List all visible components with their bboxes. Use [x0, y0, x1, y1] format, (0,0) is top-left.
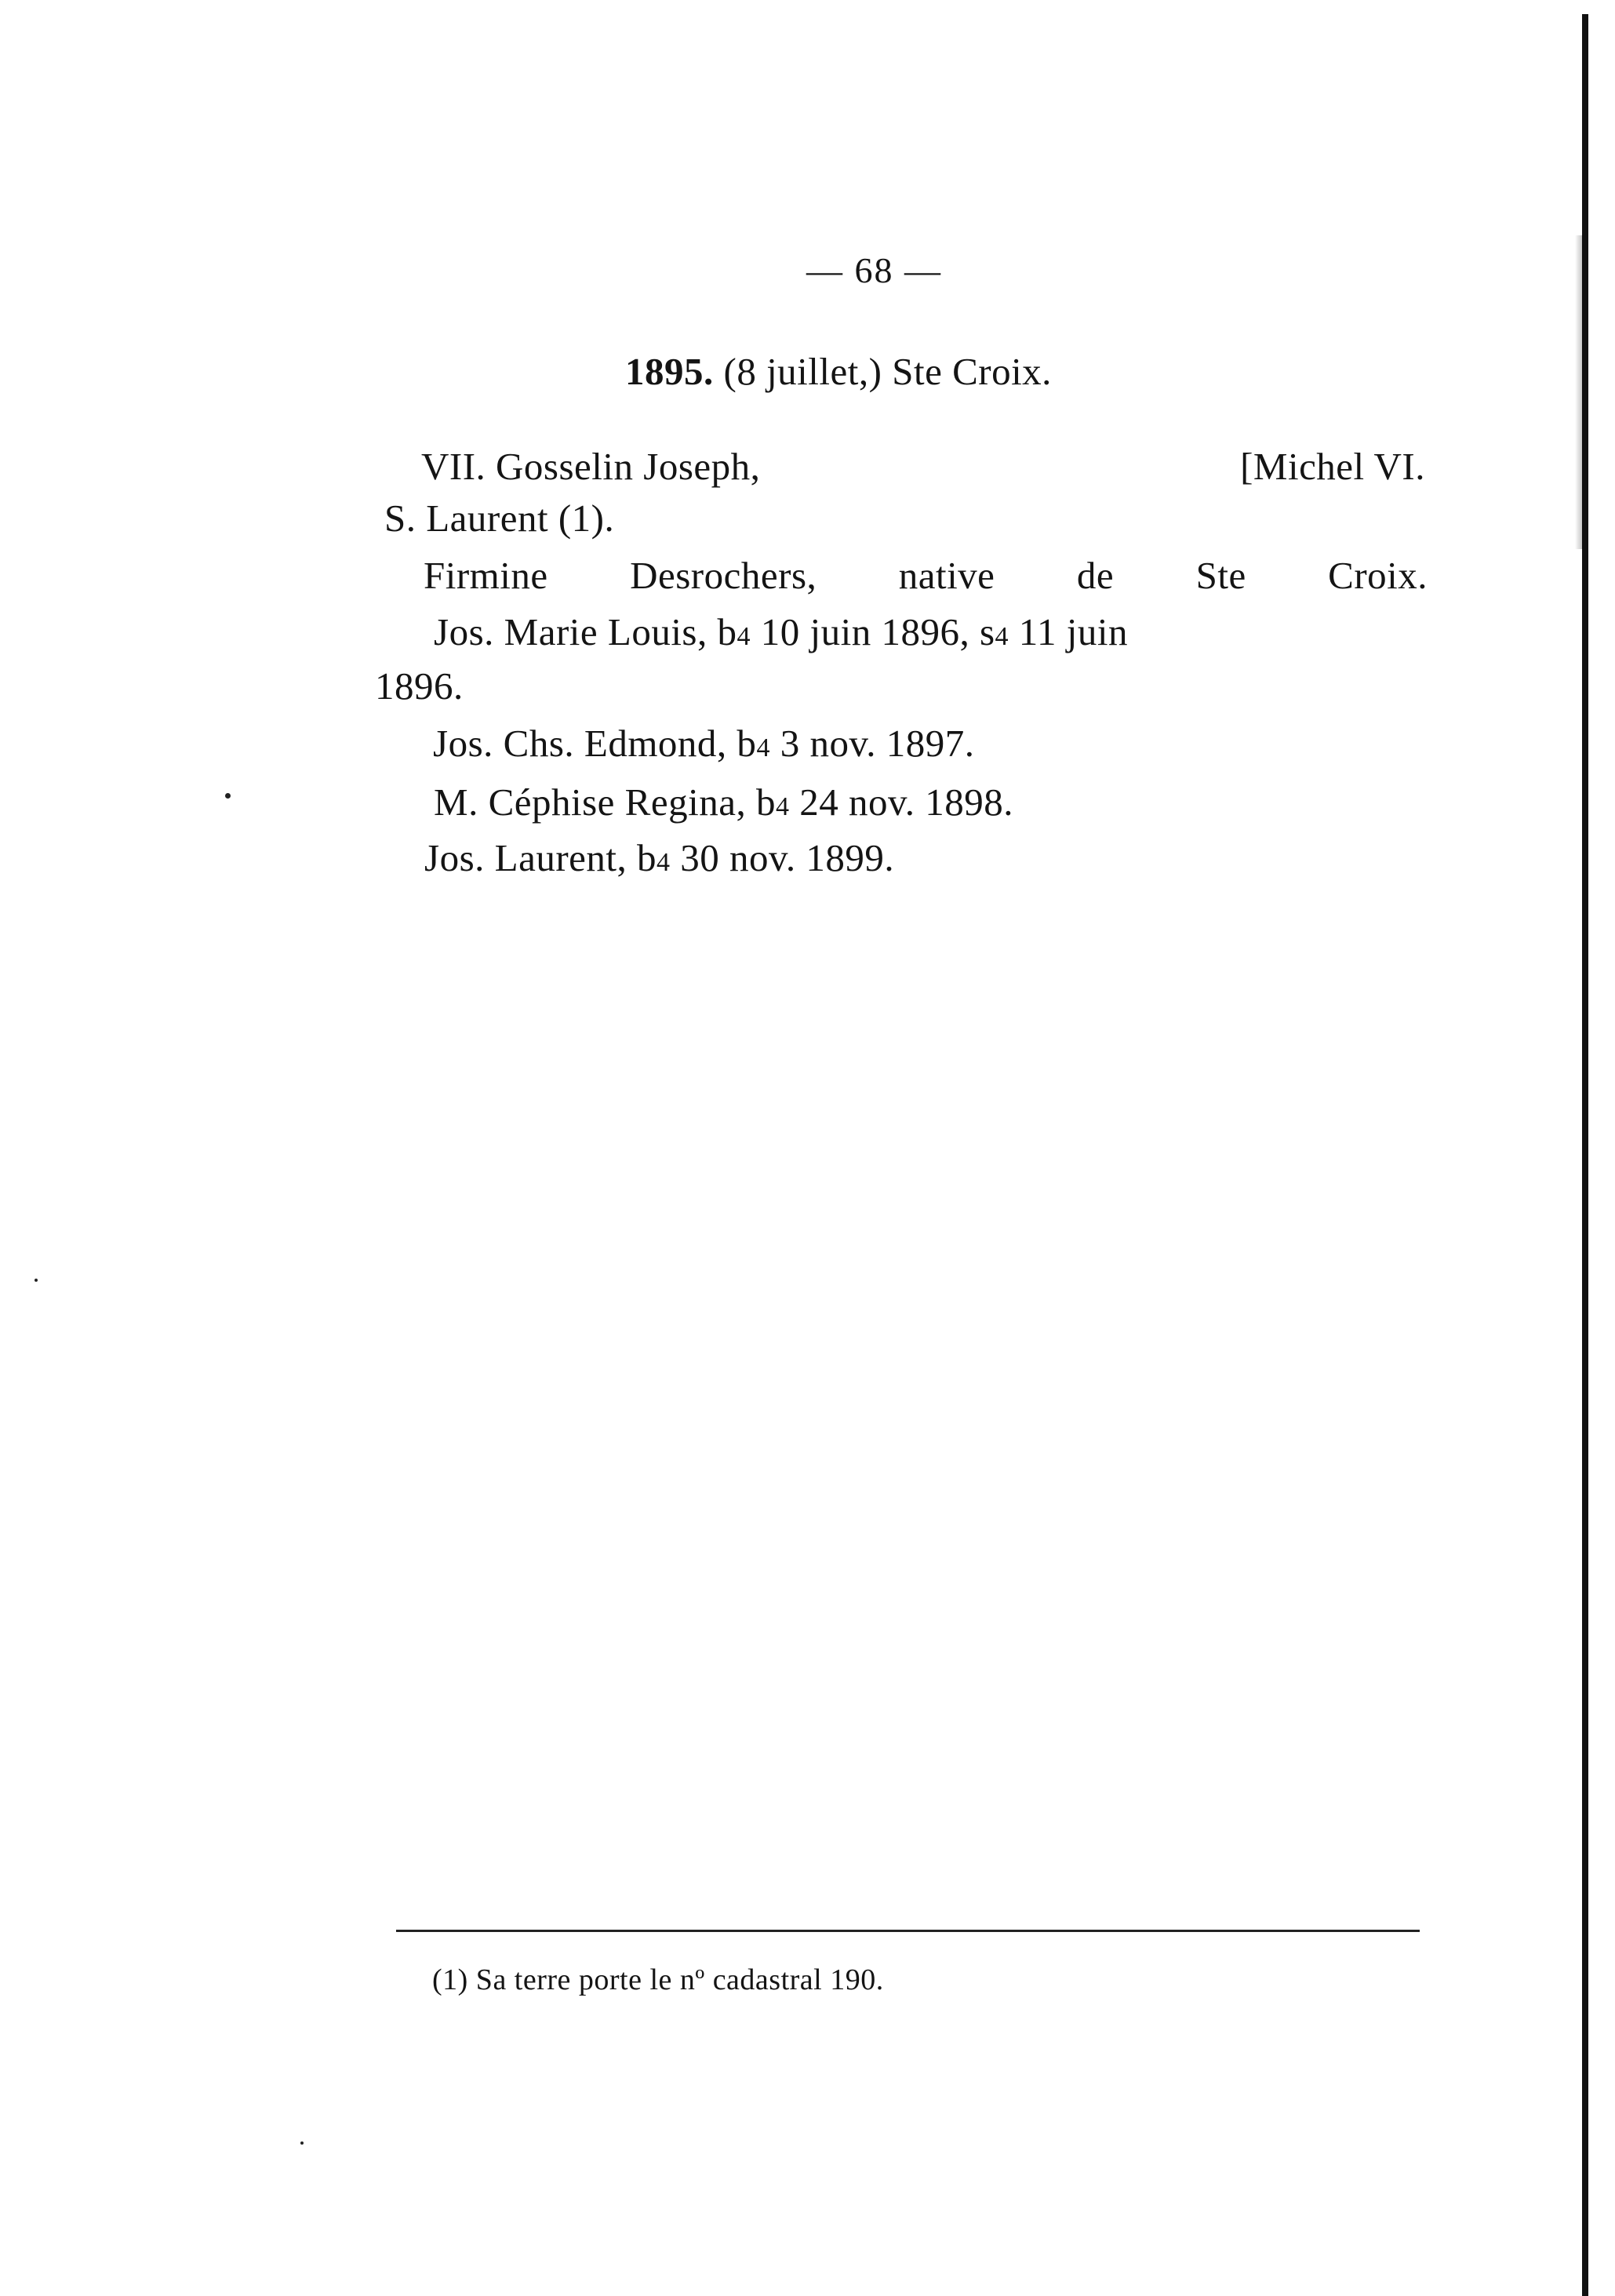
scan-speck [225, 793, 231, 799]
entry-line-6 [433, 720, 975, 772]
subscript: 4 [995, 622, 1009, 651]
entry-line-7 [434, 779, 1013, 831]
baptism-date: 3 nov. 1897. [769, 722, 975, 765]
child-name: Jos. Marie Louis, b [434, 610, 737, 653]
heading-date-place: (8 juillet,) Ste Croix. [713, 350, 1052, 393]
burial-date: 11 juin [1009, 610, 1128, 653]
subscript: 4 [775, 792, 790, 821]
entry-father: [Michel VI. [1240, 445, 1425, 488]
entry-line-3: Firmine Desrochers, native de Ste Croix. [424, 554, 1428, 597]
scan-speck [35, 1279, 38, 1282]
binding-shadow [1575, 235, 1583, 549]
footnote: (1) Sa terre porte le nº cadastral 190. [432, 1963, 884, 1996]
subscript: 4 [657, 848, 671, 877]
page-number: — 68 — [806, 250, 942, 290]
child-name: M. Céphise Regina, b [434, 780, 776, 824]
subscript: 4 [737, 622, 751, 651]
footnote-divider [396, 1930, 1420, 1932]
entry-line-1 [421, 443, 1425, 490]
entry-line-4 [434, 609, 1128, 660]
baptism-date: 10 juin 1896, s [751, 610, 995, 653]
entry-line-8 [424, 835, 894, 886]
child-name: Jos. Laurent, b [424, 836, 657, 879]
subscript: 4 [756, 733, 770, 762]
binding-edge [1582, 14, 1588, 2296]
entry-line-5: 1896. [375, 664, 464, 708]
scan-speck [300, 2141, 304, 2145]
entry-heading [625, 348, 1052, 395]
baptism-date: 30 nov. 1899. [670, 836, 895, 879]
entry-name: VII. Gosselin Joseph, [421, 445, 761, 488]
entry-line-2: S. Laurent (1). [384, 497, 615, 540]
heading-year: 1895. [625, 350, 714, 393]
child-name: Jos. Chs. Edmond, b [433, 722, 757, 765]
baptism-date: 24 nov. 1898. [789, 780, 1014, 824]
